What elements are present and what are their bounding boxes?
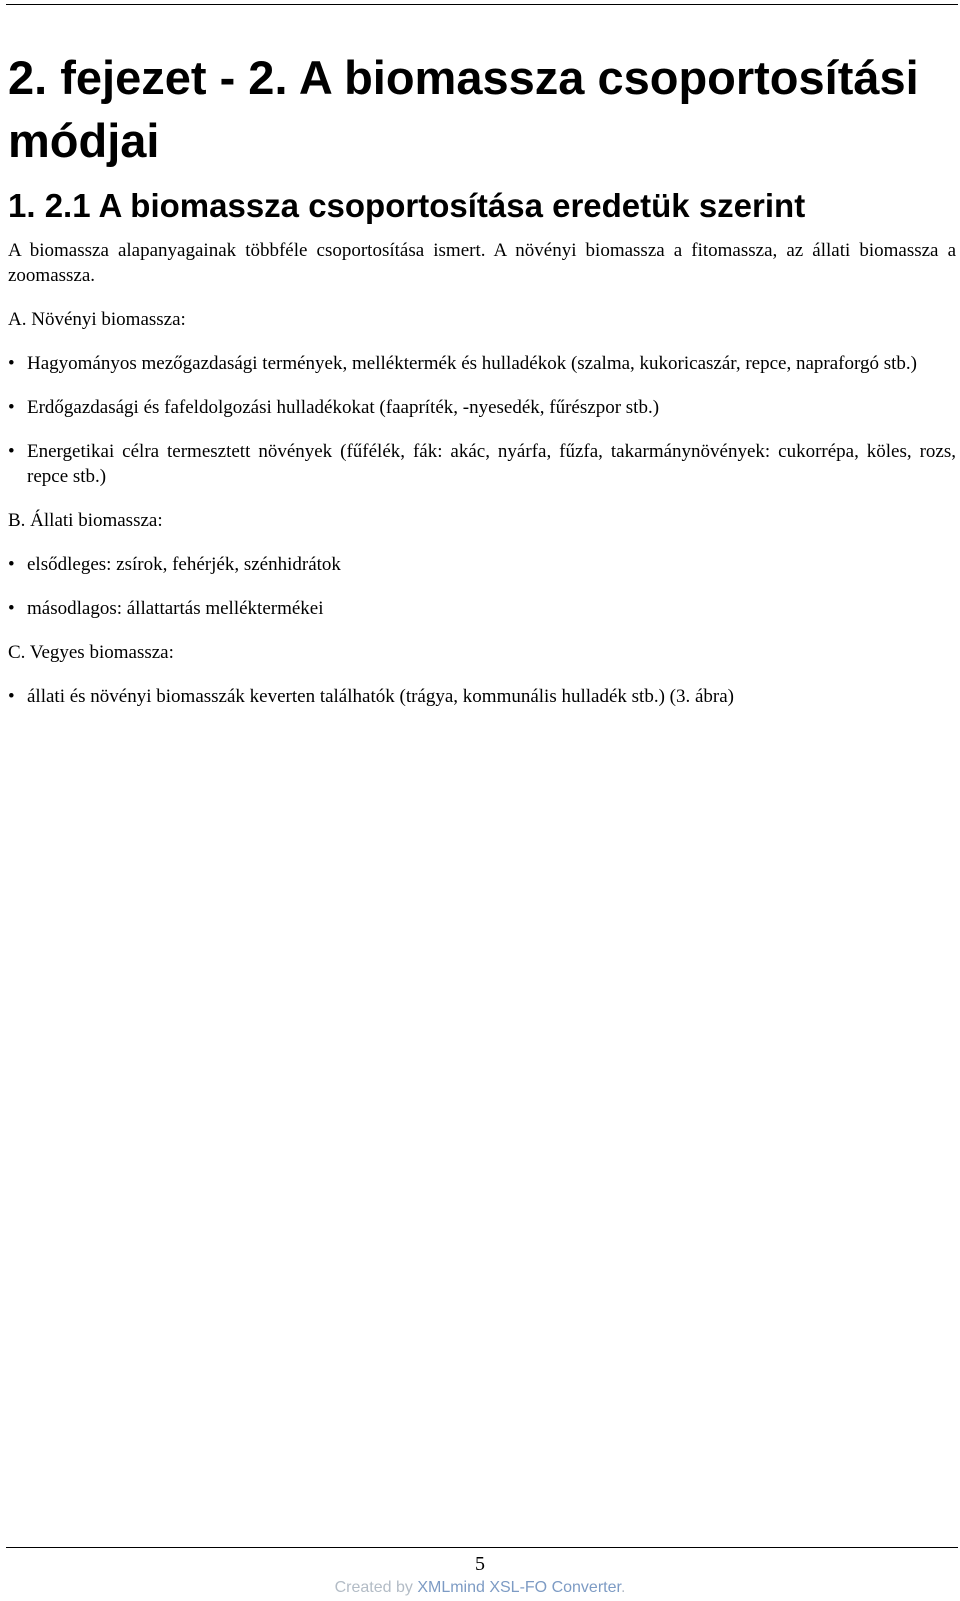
list-item-text: Hagyományos mezőgazdasági termények, melléktermék és hulladékok (szalma, kukoricaszár, repce, napraforgó stb.) bbox=[27, 353, 917, 374]
list-item-text: állati és növényi biomasszák keverten találhatók (trágya, kommunális hulladék stb.) (3. ábra) bbox=[27, 686, 734, 707]
list-item bbox=[8, 596, 956, 621]
list-item-text: másodlagos: állattartás melléktermékei bbox=[27, 598, 324, 619]
bullet: • bbox=[8, 554, 15, 575]
list-item bbox=[8, 439, 956, 489]
list-item bbox=[8, 684, 956, 709]
animal-biomass-list bbox=[8, 552, 956, 621]
chapter-title: 2. fejezet - 2. A biomassza csoportosítási módjai bbox=[8, 51, 919, 167]
footer-brand-link[interactable]: XMLmind XSL-FO Converter bbox=[417, 1579, 621, 1596]
header-rule bbox=[6, 4, 958, 5]
list-item-text: Erdőgazdasági és fafeldolgozási hulladékokat (faapríték, -nyesedék, fűrészpor stb.) bbox=[27, 397, 660, 418]
page-number: 5 bbox=[475, 1553, 485, 1575]
document-body bbox=[8, 46, 956, 728]
intro-paragraph: A biomassza alapanyagainak többféle csoportosítása ismert. A növényi biomassza a fitomassza, az állati biomassza a zoomassza. bbox=[8, 240, 956, 286]
bullet: • bbox=[8, 441, 15, 462]
footer-rule bbox=[6, 1547, 958, 1548]
plant-biomass-list bbox=[8, 351, 956, 489]
bullet: • bbox=[8, 397, 15, 418]
footer-prefix: Created by bbox=[334, 1579, 418, 1596]
converter-footer bbox=[0, 1578, 960, 1598]
bullet: • bbox=[8, 353, 15, 374]
bullet: • bbox=[8, 598, 15, 619]
list-item-text: Energetikai célra termesztett növények (fűfélék, fák: akác, nyárfa, fűzfa, takarmánynövények: cukorrépa, köles, rozs, repce stb.) bbox=[27, 441, 956, 487]
section-title: 1. 2.1 A biomassza csoportosítása eredetük szerint bbox=[8, 187, 806, 224]
mixed-biomass-list bbox=[8, 684, 956, 709]
group-heading-plant: A. Növényi biomassza: bbox=[8, 309, 186, 330]
bullet: • bbox=[8, 686, 15, 707]
group-heading-animal: B. Állati biomassza: bbox=[8, 510, 163, 531]
group-heading-mixed: C. Vegyes biomassza: bbox=[8, 642, 174, 663]
list-item bbox=[8, 395, 956, 420]
list-item bbox=[8, 351, 956, 376]
list-item-text: elsődleges: zsírok, fehérjék, szénhidrátok bbox=[27, 554, 341, 575]
footer-suffix: . bbox=[620, 1579, 626, 1596]
list-item bbox=[8, 552, 956, 577]
